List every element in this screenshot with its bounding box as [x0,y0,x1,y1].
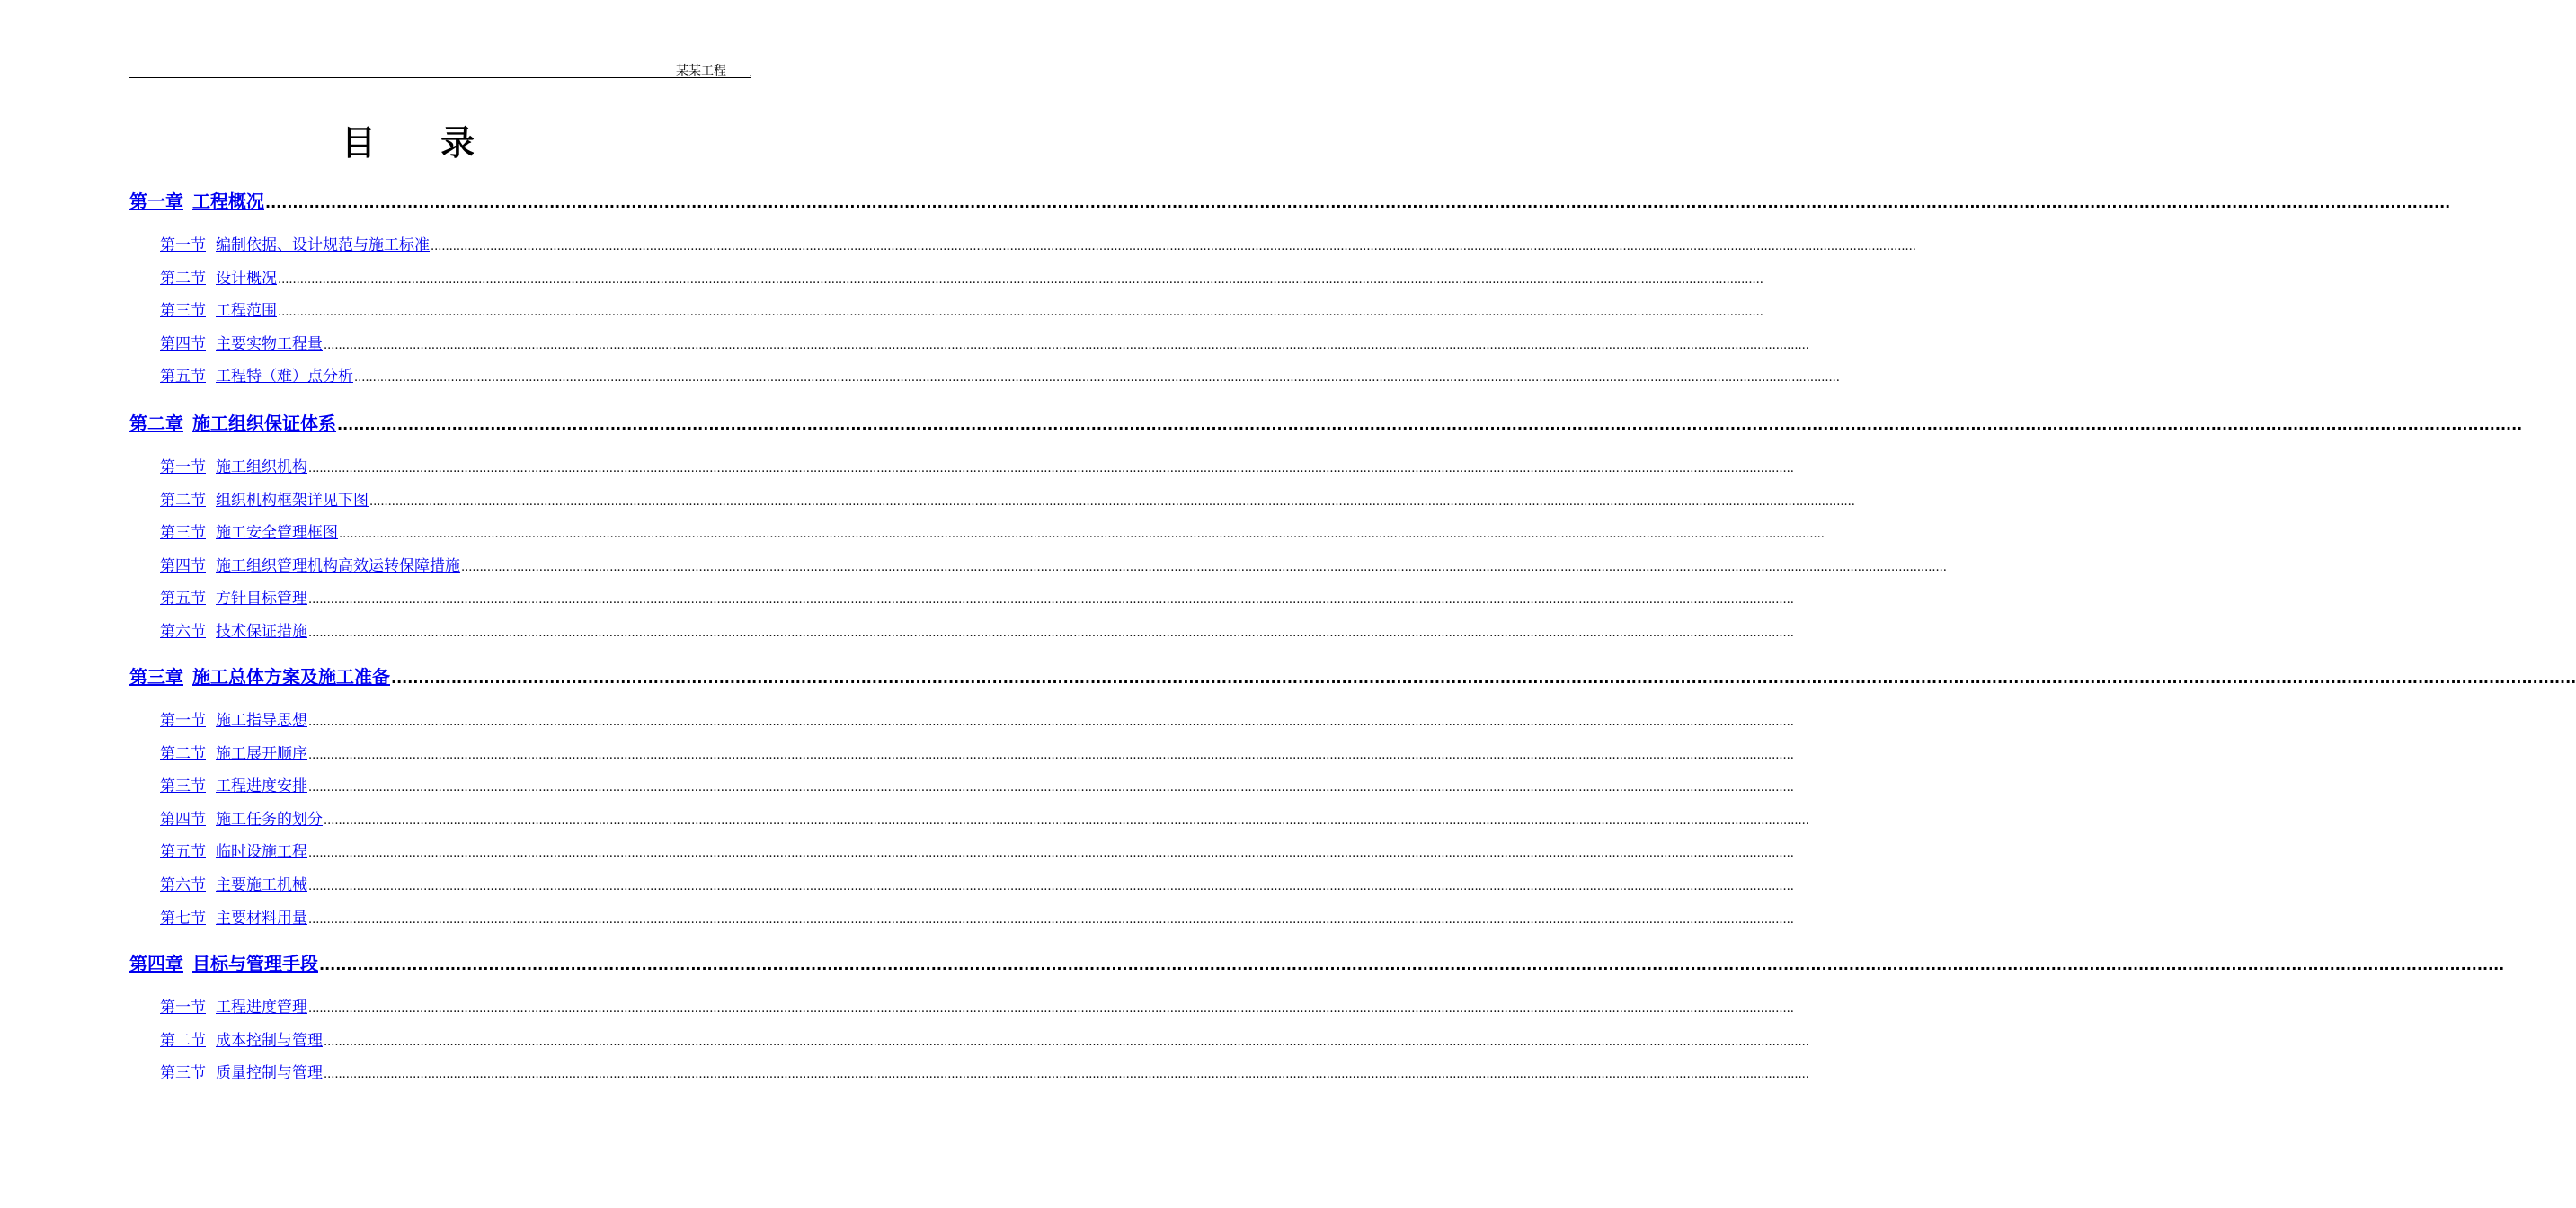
dot-leader: ................................................................................................................................................................................................................................................................................................................................................................................................................ [308,748,1794,762]
section-number: 第三节 [160,524,206,543]
chapter-number: 第二章 [129,413,183,434]
chapter-label [129,949,318,975]
section-label [160,454,307,476]
toc-section-2-4[interactable] [160,553,1947,575]
section-label [160,839,307,861]
section-label [160,618,307,641]
section-title: 主要材料用量 [216,909,307,928]
section-title: 编制依据、设计规范与施工标准 [216,236,430,254]
dot-leader: ................................................................................................................................................................................................................................................................................................................................................................................................................ [308,1002,1794,1016]
dot-leader: ................................................................................................................................................................................................................................................................................................................................................................................................................ [431,240,1916,253]
dot-leader: ................................................................................................................................................................................................................................................................................................................................................................................................................ [369,494,1855,509]
section-label [160,1060,323,1082]
section-title: 施工任务的划分 [216,810,323,829]
dot-leader: ................................................................................................................................................................................................................................................................................................................................................................................................................ [391,670,2576,687]
section-number: 第五节 [160,590,206,608]
dot-leader: ................................................................................................................................................................................................................................................................................................................................................................................................................ [308,626,1794,640]
chapter-number: 第三章 [129,666,183,688]
section-label [160,585,307,608]
section-title: 施工组织机构 [216,458,307,476]
dot-leader: ................................................................................................................................................................................................................................................................................................................................................................................................................ [319,956,2505,973]
toc-section-3-4[interactable] [160,806,1809,829]
toc-section-2-5[interactable] [160,585,1794,608]
toc-section-2-6[interactable] [160,618,1794,641]
dot-leader: ................................................................................................................................................................................................................................................................................................................................................................................................................ [461,560,1947,574]
toc-chapter-1[interactable] [129,187,2451,213]
section-number: 第三节 [160,1064,206,1083]
section-label [160,806,323,829]
section-number: 第六节 [160,876,206,894]
section-number: 第一节 [160,999,206,1017]
dot-leader: ................................................................................................................................................................................................................................................................................................................................................................................................................ [278,272,1763,287]
section-label [160,905,307,928]
section-label [160,994,307,1017]
header-rule [129,77,751,78]
toc-section-4-3[interactable] [160,1060,1809,1083]
section-label [160,487,369,510]
section-number: 第一节 [160,458,206,476]
running-header: 某某工程 [676,64,726,78]
header-mark: . [749,67,752,79]
section-title: 施工安全管理框图 [216,524,338,543]
toc-section-2-3[interactable] [160,520,1825,543]
section-label [160,707,307,730]
chapter-title: 目标与管理手段 [192,953,318,974]
toc-section-1-1[interactable] [160,232,1916,254]
toc-section-4-1[interactable] [160,994,1794,1017]
toc-section-1-3[interactable] [160,298,1763,321]
section-title: 施工组织管理机构高效运转保障措施 [216,556,460,575]
toc-section-2-1[interactable] [160,454,1794,476]
dot-leader: ................................................................................................................................................................................................................................................................................................................................................................................................................ [354,371,1840,386]
section-title: 工程进度安排 [216,777,307,796]
section-number: 第四节 [160,334,206,353]
chapter-number: 第一章 [129,191,183,212]
dot-leader: ................................................................................................................................................................................................................................................................................................................................................................................................................ [265,194,2451,211]
section-title: 工程范围 [216,302,277,321]
chapter-label [129,662,390,688]
section-title: 组织机构框架详见下图 [216,491,369,510]
toc-section-3-6[interactable] [160,872,1794,894]
dot-leader: ................................................................................................................................................................................................................................................................................................................................................................................................................ [308,781,1794,795]
section-label [160,265,277,288]
dot-leader: ................................................................................................................................................................................................................................................................................................................................................................................................................ [324,813,1809,828]
dot-leader: ................................................................................................................................................................................................................................................................................................................................................................................................................ [278,306,1763,320]
section-number: 第四节 [160,556,206,575]
toc-title: 目录 [341,123,539,163]
toc-section-1-4[interactable] [160,331,1809,353]
dot-leader: ................................................................................................................................................................................................................................................................................................................................................................................................................ [308,462,1794,475]
section-number: 第五节 [160,368,206,386]
toc-section-3-3[interactable] [160,773,1794,796]
section-number: 第二节 [160,491,206,510]
dot-leader: ................................................................................................................................................................................................................................................................................................................................................................................................................ [324,1068,1809,1082]
dot-leader: ................................................................................................................................................................................................................................................................................................................................................................................................................ [324,1035,1809,1049]
chapter-title: 施工总体方案及施工准备 [192,666,390,688]
section-label [160,741,307,763]
section-number: 第二节 [160,269,206,288]
section-number: 第一节 [160,236,206,254]
section-title: 工程特（难）点分析 [216,368,353,386]
toc-section-2-2[interactable] [160,487,1855,510]
section-label [160,298,277,320]
section-number: 第一节 [160,712,206,730]
section-label [160,553,460,575]
dot-leader: ................................................................................................................................................................................................................................................................................................................................................................................................................ [308,847,1794,861]
section-label [160,232,430,254]
section-title: 方针目标管理 [216,590,307,608]
dot-leader: ................................................................................................................................................................................................................................................................................................................................................................................................................ [339,528,1825,542]
section-title: 主要施工机械 [216,876,307,894]
section-number: 第三节 [160,302,206,321]
section-number: 第二节 [160,744,206,763]
dot-leader: ................................................................................................................................................................................................................................................................................................................................................................................................................ [337,416,2523,433]
section-label [160,773,307,795]
chapter-number: 第四章 [129,953,183,974]
toc-section-3-1[interactable] [160,707,1794,730]
toc-section-3-2[interactable] [160,741,1794,763]
section-title: 技术保证措施 [216,623,307,641]
toc-chapter-3[interactable] [129,662,2576,688]
section-label [160,331,323,353]
section-number: 第五节 [160,843,206,862]
dot-leader: ................................................................................................................................................................................................................................................................................................................................................................................................................ [308,880,1794,893]
section-label [160,363,353,386]
section-title: 质量控制与管理 [216,1064,323,1083]
dot-leader: ................................................................................................................................................................................................................................................................................................................................................................................................................ [324,338,1809,352]
section-number: 第四节 [160,810,206,829]
section-number: 第三节 [160,777,206,796]
dot-leader: ................................................................................................................................................................................................................................................................................................................................................................................................................ [308,593,1794,608]
section-number: 第六节 [160,623,206,641]
section-title: 设计概况 [216,269,277,288]
toc-section-4-2[interactable] [160,1027,1809,1050]
chapter-title: 工程概况 [192,191,264,212]
section-label [160,520,338,542]
dot-leader: ................................................................................................................................................................................................................................................................................................................................................................................................................ [308,715,1794,729]
section-number: 第七节 [160,909,206,928]
dot-leader: ................................................................................................................................................................................................................................................................................................................................................................................................................ [308,912,1794,927]
toc-chapter-4[interactable] [129,949,2505,975]
section-label [160,872,307,894]
chapter-label [129,409,336,435]
section-title: 主要实物工程量 [216,334,323,353]
section-title: 临时设施工程 [216,843,307,862]
section-title: 工程进度管理 [216,999,307,1017]
section-title: 施工展开顺序 [216,744,307,763]
chapter-label [129,187,264,213]
toc-chapter-2[interactable] [129,409,2523,435]
toc-section-1-2[interactable] [160,265,1763,288]
section-title: 成本控制与管理 [216,1031,323,1050]
section-title: 施工指导思想 [216,712,307,730]
section-label [160,1027,323,1050]
section-number: 第二节 [160,1031,206,1050]
toc-section-3-5[interactable] [160,839,1794,862]
chapter-title: 施工组织保证体系 [192,413,336,434]
toc-section-3-7[interactable] [160,905,1794,928]
toc-section-1-5[interactable] [160,363,1840,386]
